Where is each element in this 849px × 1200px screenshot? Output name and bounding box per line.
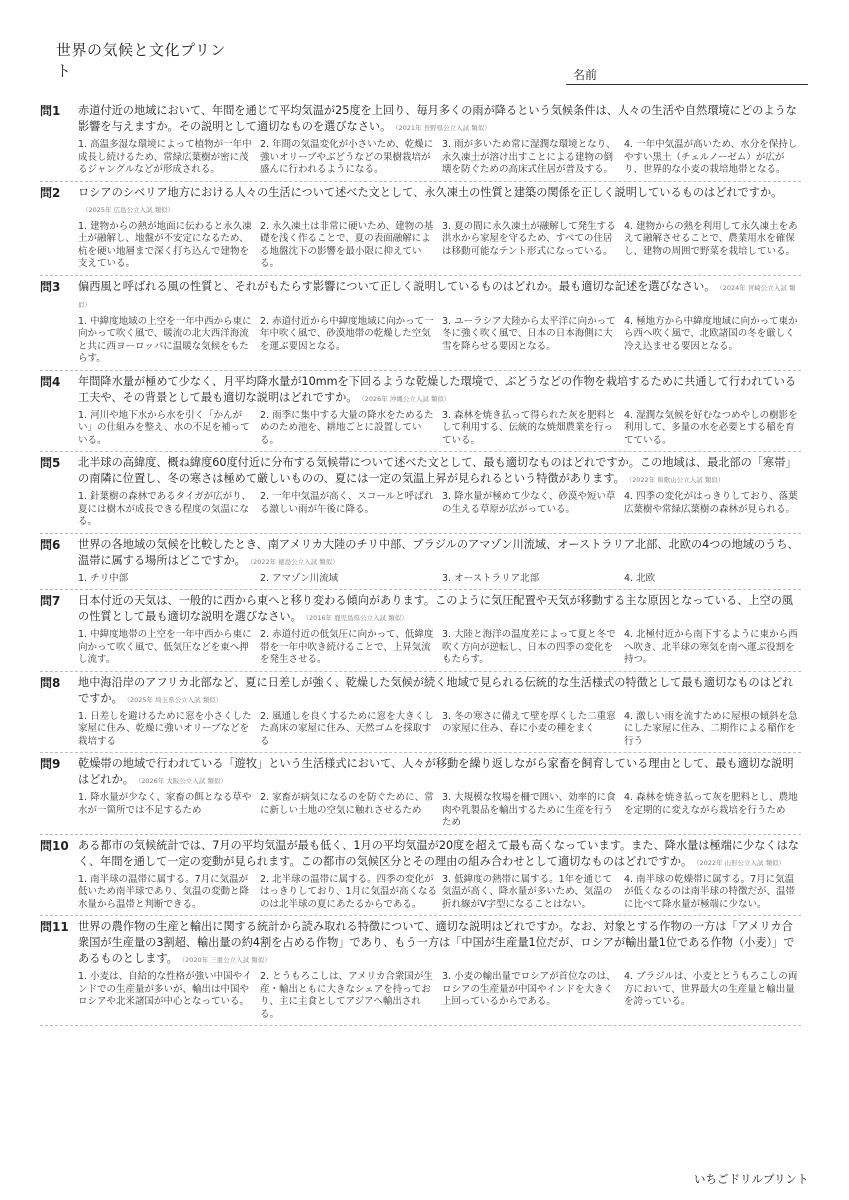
answer-option-2[interactable]: 2. 赤道付近の低気圧に向かって、低緯度帯を一年中吹き続けることで、上昇気流を発生させる。: [260, 629, 434, 665]
answer-option-1[interactable]: 1. 中緯度地帯の上空を一年中西から東に向かって吹く風で、低気圧などを東へ押し流す。: [78, 629, 252, 665]
question-text: [78, 103, 801, 136]
question-text: [78, 593, 801, 626]
answer-options: [78, 410, 801, 448]
question-stem: 年間降水量が極めて少なく、月平均降水量が10mmを下回るような乾燥した環境で、ぶどうなどの作物を栽培するために共通して行われている工夫や、その背景として最も適切な説明はどれですか。: [78, 374, 797, 404]
answer-option-2[interactable]: 2. 永久凍土は非常に硬いため、建物の基礎を浅く作ることで、夏の表面融解による地盤沈下の影響を最小限に抑えている。: [260, 220, 434, 269]
question-text: [78, 838, 801, 871]
question-text: [78, 756, 801, 789]
question-stem: 日本付近の天気は、一般的に西から東へと移り変わる傾向があります。このように気圧配置や天気が移動する主な原因となっている、上空の風の性質として最も適切な説明を選びなさい。: [78, 594, 794, 623]
question-stem: 北半球の高緯度、概ね緯度60度付近に分布する気候帯について述べた文として、最も適切なものはどれですか。この地域は、最北部の「寒帯」の南隣に位置し、冬の寒さは極めて厳しいものの、夏には一定の気温上昇が見られるという特徴があります。: [78, 456, 797, 485]
question-number: 問4: [40, 374, 61, 389]
answer-option-4[interactable]: 4. 北欧: [624, 572, 656, 584]
question-source: （2022年 和歌山公立入試 類似）: [628, 476, 725, 484]
question-list: [0, 100, 849, 1026]
question-source: （2022年 徳島公立入試 類似）: [249, 557, 339, 566]
question-text: [78, 919, 801, 968]
answer-options: [78, 139, 801, 177]
answer-options: [78, 573, 801, 586]
answer-option-3[interactable]: 3. 大規模な牧場を柵で囲い、効率的に食肉や乳製品を輸出するために生産を行うため: [442, 792, 616, 828]
answer-option-3[interactable]: 3. 森林を焼き払って得られた灰を肥料として利用する、伝統的な焼畑農業を行っている。: [442, 409, 616, 446]
question-block: [40, 182, 801, 276]
answer-option-2[interactable]: 2. 風通しを良くするために窓を大きくした高床の家屋に住み、天然ゴムを採取する: [260, 710, 434, 747]
question-text: [78, 537, 801, 570]
question-number: 問8: [40, 675, 61, 690]
answer-options: [78, 221, 801, 271]
answer-option-3[interactable]: 3. ユーラシア大陸から太平洋に向かって冬に強く吹く風で、日本の日本海側に大雪を降らせる要因となる。: [442, 315, 616, 352]
question-stem: 世界の農作物の生産と輸出に関する統計から読み取れる特徴について、適切な説明はどれですか。なお、対象とする作物の一方は「アメリカ合衆国が生産量の3割超、輸出量の約4割を占める作物」であり、もう一方は「中国が生産量1位だが、ロシアが輸出量1位である作物（小麦）」であるものとします。: [78, 920, 795, 965]
question-number: 問9: [40, 757, 61, 771]
answer-option-2[interactable]: 2. 雨季に集中する大量の降水をためるためのため池を、耕地ごとに設置している。: [260, 409, 434, 446]
question-stem: ある都市の気候統計では、7月の平均気温が最も低く、1月の平均気温が20度を超えて最も高くなっています。また、降水量は極端に少なくはなく、年間を通して一定の変動が見られます。この都市の気候区分とその理由の組み合わせとして適切なものはどれですか。: [78, 838, 799, 868]
question-text: [78, 374, 801, 407]
answer-option-2[interactable]: 2. アマゾン川流域: [260, 572, 339, 584]
answer-option-4[interactable]: 4. 激しい雨を流すために屋根の傾斜を急にした家屋に住み、二期作による稲作を行う: [624, 710, 798, 747]
answer-option-3[interactable]: 3. 冬の寒さに備えて壁を厚くした二重窓の家屋に住み、春に小麦の種をまく: [442, 710, 616, 734]
question-block: [40, 753, 801, 835]
answer-options: [78, 792, 801, 830]
question-source: （2021年 長野県公立入試 類似）: [395, 124, 491, 132]
answer-options: [78, 629, 801, 667]
answer-options: [78, 874, 801, 912]
question-number: 問10: [40, 838, 69, 853]
question-stem: 乾燥帯の地域で行われている「遊牧」という生活様式において、人々が移動を繰り返しながら家畜を飼育している理由として、最も適切な説明はどれか。: [78, 757, 794, 786]
question-block: [40, 452, 801, 534]
question-text: [78, 279, 801, 313]
question-block: [40, 371, 801, 453]
question-source: （2025年 広島公立入試 類似）: [82, 205, 175, 214]
question-number: 問5: [40, 456, 61, 470]
answer-option-2[interactable]: 2. 赤道付近から中緯度地域に向かって一年中吹く風で、砂漠地帯の乾燥した空気を運ぶ要因となる。: [260, 315, 434, 352]
answer-option-3[interactable]: 3. 雨が多いため常に湿潤な環境となり、永久凍土が溶け出すことによる建物の倒壊を防ぐための高床式住居が普及する。: [442, 139, 616, 175]
question-source: （2020年 三重公立入試 類似）: [181, 956, 271, 964]
question-block: [40, 916, 801, 1026]
answer-option-1[interactable]: 1. 中緯度地域の上空を一年中西から東に向かって吹く風で、暖流の北大西洋海流と共に西ヨーロッパに温暖な気候をもたらす。: [78, 315, 252, 364]
answer-option-2[interactable]: 2. 一年中気温が高く、スコールと呼ばれる激しい雨が午後に降る。: [260, 491, 434, 515]
question-number: 問11: [40, 920, 69, 934]
footer-brand: いちごドリルプリント: [694, 1172, 809, 1186]
question-block: [40, 276, 801, 371]
question-stem: 地中海沿岸のアフリカ北部など、夏に日差しが強く、乾燥した気候が続く地域で見られる伝統的な生活様式の特徴として最も適切なものはどれですか。: [78, 675, 794, 705]
question-text: [78, 455, 801, 488]
answer-option-4[interactable]: 4. 一年中気温が高いため、水分を保持しやすい黒土（チェルノーゼム）が広がり、世界的な小麦の栽培地帯となる。: [624, 139, 798, 175]
question-source: （2024年 宮崎公立入試 類似）: [78, 283, 796, 309]
question-stem: 偏西風と呼ばれる風の性質と、それがもたらす影響について正しく説明しているものはどれか。最も適切な記述を選びなさい。: [78, 279, 716, 293]
answer-option-3[interactable]: 3. オーストラリア北部: [442, 572, 540, 584]
answer-option-2[interactable]: 2. とうもろこしは、アメリカ合衆国が生産・輸出ともに大きなシェアを持っており、主に主食としてアジアへ輸出される。: [260, 971, 433, 1020]
answer-option-2[interactable]: 2. 家畜が病気になるのを防ぐために、常に新しい土地の空気に触れさせるため: [260, 792, 434, 816]
name-label: 名前: [573, 68, 598, 82]
question-source: （2022年 山形公立入試 類似）: [696, 858, 786, 867]
question-stem: ロシアのシベリア地方における人々の生活について述べた文として、永久凍土の性質と建築の関係を正しく説明しているものはどれですか。: [78, 185, 783, 199]
answer-option-3[interactable]: 3. 小麦の輸出量でロシアが首位なのは、ロシアの生産量が中国やインドを大きく上回っているからである。: [442, 971, 616, 1007]
answer-option-1[interactable]: 1. 河川や地下水から水を引く「かんがい」の仕組みを整え、水の不足を補っている。: [78, 409, 250, 446]
answer-option-1[interactable]: 1. 南半球の温帯に属する。7月に気温が低いため南半球であり、気温の変動と降水量から温帯と判断できる。: [78, 873, 250, 910]
question-text: [78, 675, 801, 708]
answer-option-2[interactable]: 2. 北半球の温帯に属する。四季の変化がはっきりしており、1月に気温が高くなるのは北半球の夏にあたるからである。: [260, 873, 438, 910]
answer-option-2[interactable]: 2. 年間の気温変化が小さいため、乾燥に強いオリーブやぶどうなどの果樹栽培が盛んに行われるようになる。: [260, 139, 434, 175]
answer-option-1[interactable]: 1. 建物からの熱が地面に伝わると永久凍土が融解し、地盤が不安定になるため、杭を硬い地層まで深く打ち込んで建物を支えている。: [78, 220, 252, 269]
answer-option-1[interactable]: 1. 小麦は、自給的な性格が強い中国やインドでの生産量が多いが、輸出は中国やロシアや北米諸国が中心となっている。: [78, 971, 252, 1007]
answer-option-1[interactable]: 1. チリ中部: [78, 572, 129, 584]
question-number: 問6: [40, 537, 61, 552]
answer-options: [78, 711, 801, 749]
question-source: （2026年 大阪公立入試 類似）: [137, 777, 227, 785]
question-block: [40, 534, 801, 591]
answer-option-3[interactable]: 3. 降水量が極めて少なく、砂漠や短い草の生える草原が広がっている。: [442, 491, 616, 515]
answer-option-4[interactable]: 4. 建物からの熱を利用して永久凍土をあえて融解させることで、農業用水を確保し、建物の周囲で野菜を栽培している。: [624, 220, 798, 257]
answer-options: [78, 971, 801, 1021]
question-source: （2026年 沖縄公立入試 類似）: [361, 394, 451, 403]
answer-option-4[interactable]: 4. 湿潤な気候を好むなつめやしの樹影を利用して、多量の水を必要とする稲を育てている。: [624, 409, 798, 446]
answer-option-1[interactable]: 1. 降水量が少なく、家畜の餌となる草や水が一箇所では不足するため: [78, 792, 252, 816]
answer-options: [78, 491, 801, 529]
answer-option-1[interactable]: 1. 高温多湿な環境によって植物が一年中成長し続けるため、常緑広葉樹が密に茂るジャングルなどが形成される。: [78, 139, 252, 175]
page-title: 世界の気候と文化プリント: [56, 41, 226, 80]
question-number: 問2: [40, 185, 61, 200]
name-input-line[interactable]: [566, 84, 808, 85]
answer-option-4[interactable]: 4. 南半球の乾燥帯に属する。7月に気温が低くなるのは南半球の特徴だが、温帯に比べて降水量が極端に少ない。: [624, 873, 796, 910]
question-stem: 世界の各地域の気候を比較したとき、南アメリカ大陸のチリ中部、ブラジルのアマゾン川流域、オーストラリア北部、北欧の4つの地域のうち、温帯に属する場所はどこですか。: [78, 537, 799, 567]
question-source: （2016年 鹿児島県公立入試 類似）: [305, 614, 408, 622]
question-stem: 赤道付近の地域において、年間を通じて平均気温が25度を上回り、毎月多くの雨が降るという気候条件は、人々の生活や自然環境にどのような影響を与えますか。その説明として適切なものを選びなさい。: [78, 104, 797, 133]
answer-option-1[interactable]: 1. 針葉樹の森林であるタイガが広がり、夏には樹木が成長できる程度の気温になる。: [78, 491, 252, 527]
question-text: [78, 185, 801, 218]
question-block: [40, 590, 801, 672]
answer-option-4[interactable]: 4. ブラジルは、小麦ととうもろこしの両方において、世界最大の生産量と輸出量を誇っている。: [624, 971, 798, 1007]
answer-option-1[interactable]: 1. 日差しを避けるために窓を小さくした家屋に住み、乾燥に強いオリーブなどを栽培する: [78, 710, 252, 747]
question-number: 問7: [40, 594, 61, 608]
question-block: [40, 672, 801, 754]
question-number: 問3: [40, 279, 61, 294]
question-number: 問1: [40, 104, 61, 118]
question-block: [40, 835, 801, 917]
answer-option-3[interactable]: 3. 大陸と海洋の温度差によって夏と冬で吹く方向が逆転し、日本の四季の変化をもたらす。: [442, 629, 616, 665]
answer-option-4[interactable]: 4. 極地方から中緯度地域に向かって東から西へ吹く風で、北欧諸国の冬を厳しく冷え込ませる要因となる。: [624, 315, 798, 352]
answer-option-3[interactable]: 3. 夏の間に永久凍土が融解して発生する洪水から家屋を守るため、すべての住居は移動可能なテント形式になっている。: [442, 220, 616, 257]
answer-options: [78, 316, 801, 366]
answer-option-4[interactable]: 4. 森林を焼き払って灰を肥料とし、農地を定期的に変えながら栽培を行うため: [624, 792, 798, 816]
question-block: [40, 100, 801, 182]
answer-option-4[interactable]: 4. 四季の変化がはっきりしており、落葉広葉樹や常緑広葉樹の森林が見られる。: [624, 491, 798, 515]
answer-option-4[interactable]: 4. 北極付近から南下するように東から西へ吹き、北半球の寒気を南へ運ぶ役割を持つ。: [624, 629, 798, 665]
answer-option-3[interactable]: 3. 低緯度の熱帯に属する。1年を通じて気温が高く、降水量が多いため、気温の折れ線がV字型になることはない。: [442, 873, 613, 910]
question-source: （2025年 埼玉県公立入試 類似）: [126, 695, 223, 704]
